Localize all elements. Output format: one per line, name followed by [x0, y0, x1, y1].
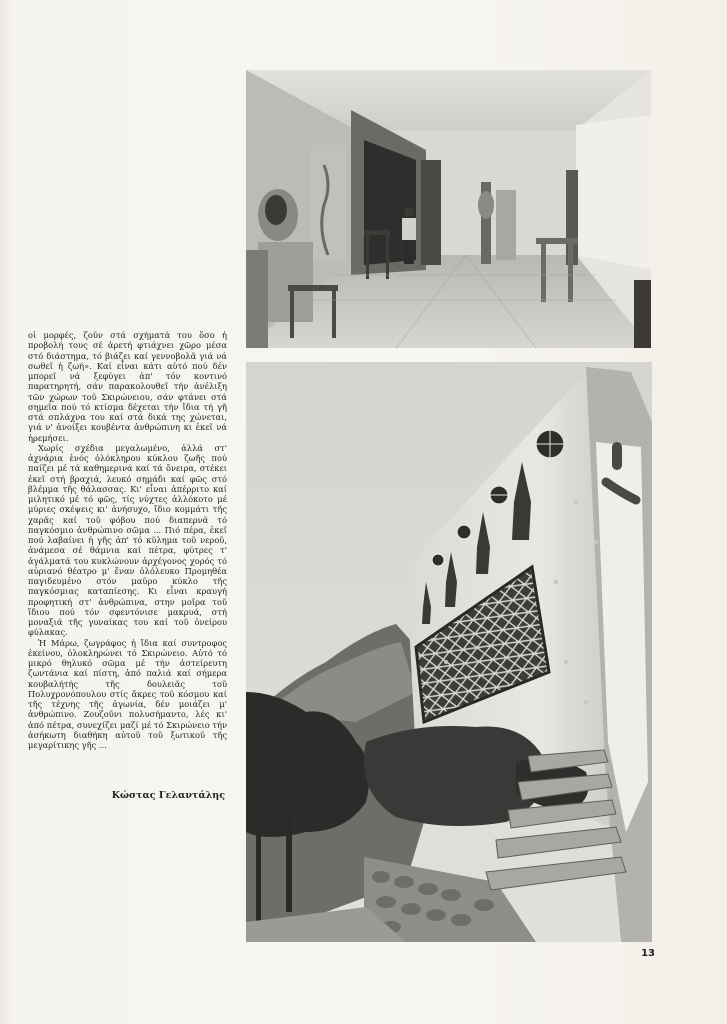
interior-photo [246, 70, 651, 348]
article-author: Κώστας Γελαντάλης [111, 790, 225, 801]
article-paragraph-2: Χωρίς σχέδια μεγαλωμένο, ἀλλά στ' ἀχνάρια ἑνός ὁλόκληρου κύκλου ζωῆς πού παίζει μέ τά καθημερινά καί τά ὄνειρα, στέκει ἐκεῖ στή βραχιά, λευκό σημάδι καί φῶς στό βλέμμα τῆς θάλασσας. Κι' εἶναι ἀπέρριτο καί μιλητικό μέ τό φῶς, τίς νύχτες ἀλλόκοτο μέ μύριες σκέψεις κι' ἀνήσυχο, ἴδιο κομμάτι τῆς χαρᾶς καί τοῦ φόβου πού διαπερνᾶ τό παγκόσμιο ἀνθρώπινο σῶμα ... Πιό πέρα, ἐκεῖ πού λαβαίνει ἡ γῆς ἀπ' τό κῦλημα τοῦ νεροῦ, ἀνάμεσα σέ θάμνια καί πέτρα, φύτρες τ' ἀγάλματά του κυκλώνουν ἀρχέγονος χορός τό αὐριανό θέατρο μ' ἕναν ὁλόλευκο Προμηθέα παγιδευμένο στόν μαῦρο κύκλο τῆς παγκόσμιας καταπίεσης. Κι εἶναι κραυγή προφητική στ' ἀνθρώπινα, στην μοῖρα τοῦ ἴδιου πού τόν σφεντόνισε μακρυά, στή μοναξιά τῆς γυναίκας του καί τοῦ ὀνείρου φύλακας. [28, 442, 227, 638]
article-column [28, 330, 227, 750]
building-exterior-photo [246, 362, 652, 942]
article-paragraph-3: Ἡ Μάρω, ζωγράφος ἡ ἴδια καί συντροφος ἐκείνου, ὁλοκληρώνει τό Σκιρώνειο. Αὐτό τό μικρό θηλυκό σῶμα μέ τήν ἀστείρευτη ζωντάνια καί πίστη, ἀπό παλιά καί σήμερα κουβαλήτής τῆς δουλειᾶς τοῦ Πολυχρονόπουλου στίς ἄκρες τοῦ κόσμου καί τῆς τέχνης τῆς ἀγωνία, δέν μοιάζει μ' ἀνθρώπινο. Ζουζοῦνι πολυσήμαντο, λές κι' ἀπό πέτρα, συνεχίζει μαζί μέ τό Σκιρώνειο τήν ἀσήκωτη διαθήκη αὐτοῦ τοῦ ξωτικοῦ τῆς μεγαρίτικης γῆς ... [28, 637, 227, 750]
page-number: 13 [641, 948, 655, 959]
article-paragraph-1: οἱ μορφές, ζοῦν στά σχήματά του ὅσο ἡ προβολή τους σέ ἀρετή φτιάχνει χῶρο μέσα στό διάστημα, τό βιάζει καί γεννοβολᾶ γιά νά σωθεῖ ἡ ζωή». Καί εἶναι κάτι αὐτό πού δέν μπορεῖ νά ξεφύγει ἀπ' τόν κοντινό παρατηρητή, σάν παρακολουθεῖ τήν ἀνέλιξη τῶν χώρων τοῦ Σκιρώνειου, σάν φτάνει στά σημεῖα πού τό κτίσμα δέχεται τήν ἴδια τή γῆ στά σπλάχνα του καί στά δικά της χώνεται, γιά ν' ἀνοίξει κουβέντα ἀνθρώπινη κι ἐκεῖ νά ἠρεμήσει. [28, 330, 227, 443]
